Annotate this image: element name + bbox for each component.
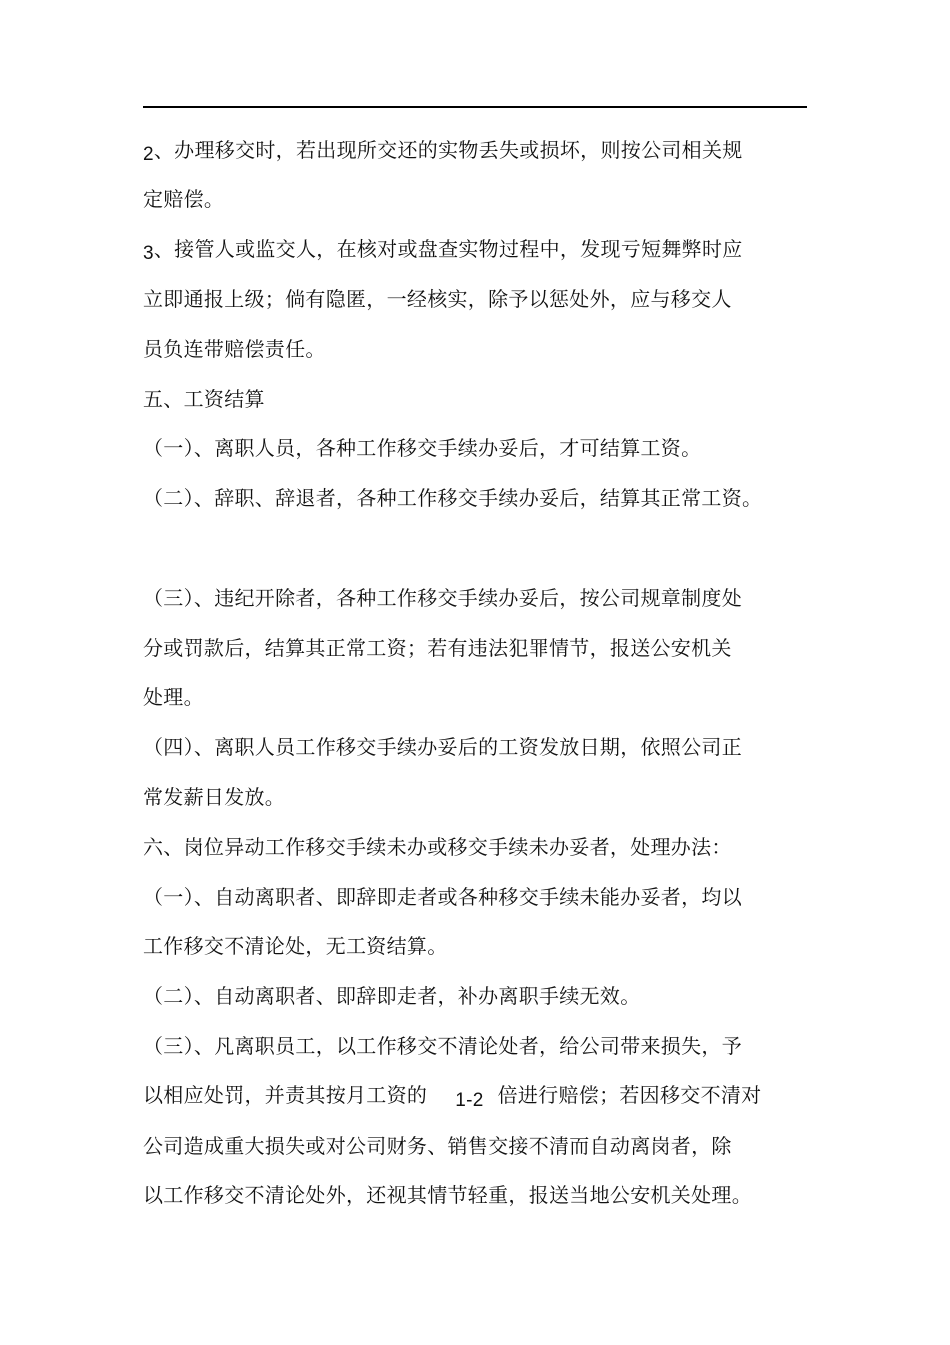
section-5-item-2: （二）、辞职、辞退者，各种工作移交手续办妥后，结算其正常工资。 [143, 486, 763, 510]
section-5-item-4-line-1: （四）、离职人员工作移交手续办妥后的工资发放日期，依照公司正 [143, 735, 742, 759]
item-text: 、接管人或监交人，在核对或盘查实物过程中，发现亏短舞弊时应 [153, 237, 743, 261]
item-3-line [143, 236, 743, 264]
item-2-line [143, 137, 743, 165]
item-text: 、办理移交时，若出现所交还的实物丢失或损坏，则按公司相关规 [153, 138, 743, 162]
item-2-continuation: 定赔偿。 [143, 187, 225, 211]
section-5-item-4-line-2: 常发薪日发放。 [143, 785, 286, 809]
multiplier-number: 1-2 [455, 1090, 484, 1111]
item-3-continuation-1: 立即通报上级；倘有隐匿，一经核实，除予以惩处外，应与移交人 [143, 287, 732, 311]
section-6-item-1-line-1: （一）、自动离职者、即辞即走者或各种移交手续未能办妥者，均以 [143, 885, 742, 909]
section-6-item-3-line-3: 公司造成重大损失或对公司财务、销售交接不清而自动离岗者，除 [143, 1134, 732, 1158]
section-5-item-3-line-3: 处理。 [143, 685, 204, 709]
section-6-item-2: （二）、自动离职者、即辞即走者，补办离职手续无效。 [143, 984, 641, 1008]
item-3-continuation-2: 员负连带赔偿责任。 [143, 337, 326, 361]
item-number: 2 [143, 144, 154, 165]
header-rule [143, 106, 807, 108]
section-6-item-1-line-2: 工作移交不清论处，无工资结算。 [143, 934, 448, 958]
section-6-item-3-line-1: （三）、凡离职员工，以工作移交不清论处者，给公司带来损失，予 [143, 1034, 742, 1058]
section-5-title: 五、工资结算 [143, 387, 265, 411]
section-5-item-1: （一）、离职人员，各种工作移交手续办妥后，才可结算工资。 [143, 436, 702, 460]
text-before-number: 以相应处罚，并责其按月工资的 [143, 1083, 428, 1107]
item-number: 3 [143, 243, 154, 264]
section-5-item-3-line-2: 分或罚款后，结算其正常工资；若有违法犯罪情节，报送公安机关 [143, 636, 732, 660]
section-5-item-3-line-1: （三）、违纪开除者，各种工作移交手续办妥后，按公司规章制度处 [143, 586, 742, 610]
section-6-item-3-line-2 [143, 1082, 761, 1110]
text-after-number: 倍进行赔偿；若因移交不清对 [497, 1083, 762, 1107]
section-6-title: 六、岗位异动工作移交手续未办或移交手续未办妥者，处理办法： [143, 835, 732, 859]
section-6-item-3-line-4: 以工作移交不清论处外，还视其情节轻重，报送当地公安机关处理。 [143, 1183, 752, 1207]
